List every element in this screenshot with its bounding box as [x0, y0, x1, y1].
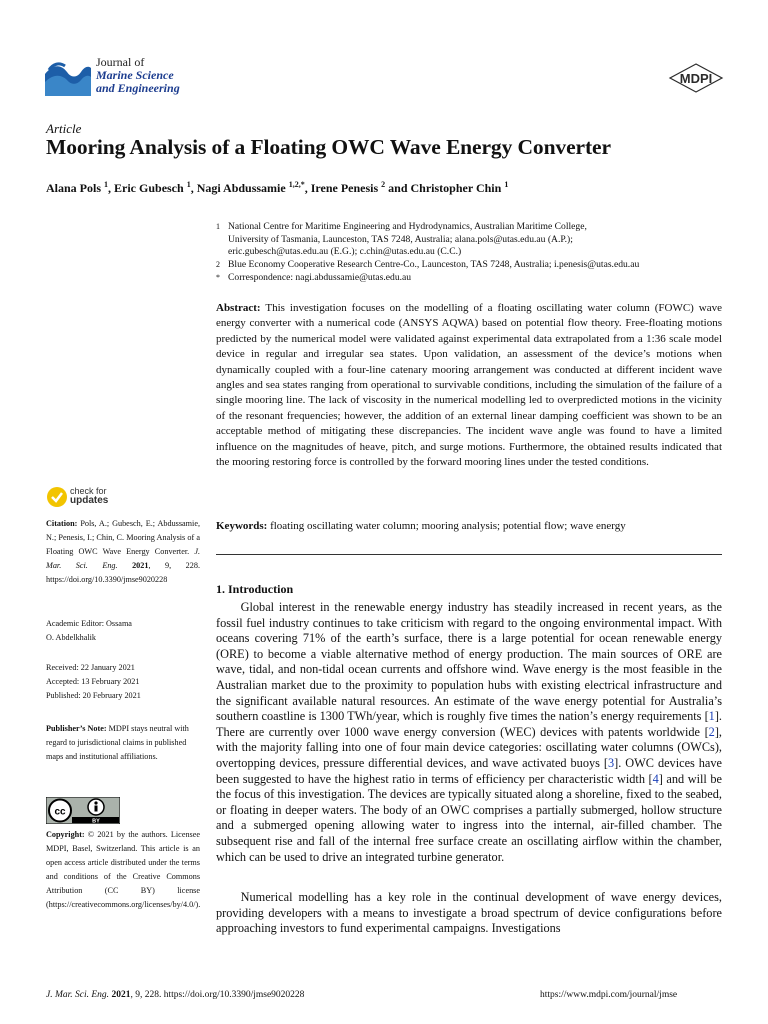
affiliation-mark: 1 [216, 222, 220, 231]
keywords-text: floating oscillating water column; mooring analysis; potential flow; wave energy [270, 520, 626, 532]
citation [46, 517, 200, 587]
keywords [216, 520, 722, 532]
correspondence [216, 272, 411, 284]
copyright-label: Copyright: [46, 830, 85, 839]
author-name: Christopher Chin [410, 181, 502, 195]
divider [216, 554, 722, 555]
paragraph-text: ], with the majority falling into one of four main device categories: oscillating water columns (OWCs), overtopping devices, pressure differential devices, and wave activated buoys [ [216, 724, 722, 770]
intro-paragraph-2 [216, 890, 722, 937]
author-affiliation-mark: 2 [381, 180, 386, 189]
footer-citation [46, 990, 304, 1000]
accepted-date: Accepted: 13 February 2021 [46, 677, 140, 686]
journal-name [96, 56, 180, 95]
keywords-label: Keywords: [216, 520, 268, 532]
publisher-note [46, 722, 200, 764]
paragraph-text: ]. There are currently over 1000 wave energy conversion (WEC) devices with patents worldwide [ [216, 709, 722, 739]
author-affiliation-mark: 1 [186, 180, 191, 189]
article-type: Article [46, 121, 82, 136]
copyright [46, 828, 200, 912]
section-heading: 1. Introduction [216, 582, 294, 596]
citation-doi[interactable]: , 9, 228. https://doi.org/10.3390/jmse9020228 [46, 561, 200, 584]
editor-label: Academic Editor: Ossama [46, 619, 132, 628]
affiliation-text: National Centre for Maritime Engineering and Hydrodynamics, Australian Maritime College, [228, 221, 587, 232]
copyright-text: © 2021 by the authors. Licensee MDPI, Basel, Switzerland. This article is an open access article distributed under the terms and conditions of the Creative Commons Attribution (CC BY) license (https://creativecommons.org/licenses/by/4.0/). [46, 830, 201, 909]
check-for-updates-line-1: check for [70, 486, 107, 496]
affiliation-1 [216, 221, 587, 233]
citation-year: 2021 [132, 561, 149, 570]
reference-link[interactable]: 1 [708, 709, 715, 724]
cc-by-label: BY [92, 818, 100, 824]
affiliation-mark: 2 [216, 260, 220, 269]
check-for-updates-label[interactable] [70, 487, 108, 505]
affiliation-text: Blue Economy Cooperative Research Centre-Co., Launceston, TAS 7248, Australia; i.penesis@utas.edu.au [228, 259, 640, 270]
publisher-name: MDPI [679, 71, 713, 86]
affiliation-text: eric.gubesch@utas.edu.au (E.G.); c.chin@utas.edu.au (C.C.) [228, 246, 462, 257]
affiliation-1-line-3 [216, 246, 461, 258]
citation-text: Pols, A.; Gubesch, E.; Abdussamie, N.; Penesis, I.; Chin, C. Mooring Analysis of a Floating OWC Wave Energy Converter. [46, 519, 201, 556]
journal-line-1: Journal of [96, 55, 145, 69]
publication-dates [46, 661, 200, 703]
journal-logo-icon [45, 54, 91, 96]
abstract [216, 301, 722, 470]
footer-doi[interactable]: , 9, 228. https://doi.org/10.3390/jmse9020228 [130, 990, 305, 1000]
journal-line-3: and Engineering [96, 81, 180, 95]
abstract-label: Abstract: [216, 302, 261, 314]
journal-line-2: Marine Science [96, 68, 174, 82]
author-affiliation-mark: 1 [104, 180, 109, 189]
author-name: Alana Pols [46, 181, 102, 195]
cc-by-license-icon[interactable] [46, 797, 120, 824]
mdpi-logo-icon [668, 63, 724, 93]
reference-link[interactable]: 3 [607, 755, 615, 770]
author-list: Alana Pols $^1$, Eric Gubesch $^1$, Nagi Abdussamie $^{1,2,*}$, Irene Penesis $^2$ and Christopher Chin $^1$ [46, 180, 509, 195]
publisher-note-label: Publisher’s Note: [46, 724, 107, 733]
author-affiliation-mark: 1 [504, 180, 509, 189]
intro-paragraph-1 [216, 600, 722, 865]
academic-editor [46, 617, 200, 645]
paragraph-text: Global interest in the renewable energy industry has steadily increased in recent years, as the fossil fuel industry continues to take criticism with regard to the ongoing environmental impact. With oceans covering 71% of the earth’s surface, there is a large potential for ocean renewable energy (ORE) to become a viable alternative method of energy production. The main sources of ORE are wave, tidal, and non-tidal ocean currents and offshore wind. Wave energy is the most feasible in the Australian market due to the proximity to population hubs with existing electrical infrastructure and the significant available natural resources. An estimate of the wave energy potential for Australia’s southern coastline is 1300 TWh/year, which is roughly five times the nation’s energy requirements [ [216, 600, 722, 724]
footer-journal-url[interactable]: https://www.mdpi.com/journal/jmse [540, 990, 678, 1000]
affiliation-text: Correspondence: nagi.abdussamie@utas.edu.au [228, 272, 412, 283]
paragraph-text: ] and will be the focus of this investigation. The devices are typically situated along a shoreline, fixed to the seabed, or floating in deeper waters. The body of an OWC comprises a partially submerged, hollow structure and a submerged opening allowing water to ingress into the internal, air-filled chamber. The subsequent rise and fall of the internal free surface create an oscillating airflow within the chamber, which can be used to drive an integrated turbine generator. [216, 771, 722, 864]
editor-name: O. Abdelkhalik [46, 633, 97, 642]
cc-label: cc [54, 806, 66, 818]
citation-journal: J. Mar. Sci. Eng. [46, 547, 201, 570]
author-affiliation-mark: 1,2,* [288, 180, 305, 189]
reference-link[interactable]: 4 [652, 771, 659, 786]
publisher-note-text: MDPI stays neutral with regard to jurisdictional claims in published maps and institutional affiliations. [46, 724, 189, 761]
affiliation-mark: * [216, 273, 220, 282]
reference-link[interactable]: 2 [708, 724, 715, 739]
footer-year: 2021 [111, 990, 131, 1000]
received-date: Received: 22 January 2021 [46, 663, 135, 672]
footer-journal: J. Mar. Sci. Eng. [46, 990, 110, 1000]
citation-label: Citation: [46, 519, 78, 528]
author-name: Nagi Abdussamie [196, 181, 286, 195]
abstract-text: This investigation focuses on the modelling of a floating oscillating water column (FOWC) wave energy converter with a numerical code (ANSYS AQWA) based on potential flow theory. Free-floating motions predicted by the numerical model were validated against experimental data extrapolated from a 1:36 scale model device in regular and irregular sea states. Upon validation, an assessment of the device’s motions when dynamically coupled with a four-line catenary mooring arrangement was conducted at different incident wave angles and sea states ranging from operational to survivable conditions, including the simulation of the failure of a single mooring line. The lack of viscosity in the numerical modelling led to overpredicted motions in the vicinity of the resonant frequencies; however, the addition of an external linear damping coefficient was shown to be an acceptable method of mitigating these discrepancies. The incident wave angle was found to have a limited influence on the magnitudes of heave, pitch, and surge motions. Furthermore, the obtained results indicated that the mooring restoring force is controlled by the forward mooring lines under the tested conditions. [216, 302, 722, 469]
paragraph-text: Numerical modelling has a key role in the continual development of wave energy devices, providing developers with a means to investigate a broad spectrum of device configurations before approaching investors to fund experimental campaigns. Investigations [216, 890, 722, 936]
affiliation-text: University of Tasmania, Launceston, TAS 7248, Australia; alana.pols@utas.edu.au (A.P.); [228, 234, 573, 245]
paragraph-text: ]. OWC devices have been suggested to have the highest ratio in terms of efficiency per characteristic width [ [216, 755, 722, 786]
author-name: Eric Gubesch [114, 181, 184, 195]
check-for-updates-line-2: updates [70, 495, 109, 506]
affiliation-2 [216, 259, 639, 271]
author-name: Irene Penesis [310, 181, 379, 195]
article-title: Mooring Analysis of a Floating OWC Wave Energy Converter [46, 135, 611, 159]
published-date: Published: 20 February 2021 [46, 691, 141, 700]
affiliation-1-line-2 [216, 234, 573, 246]
